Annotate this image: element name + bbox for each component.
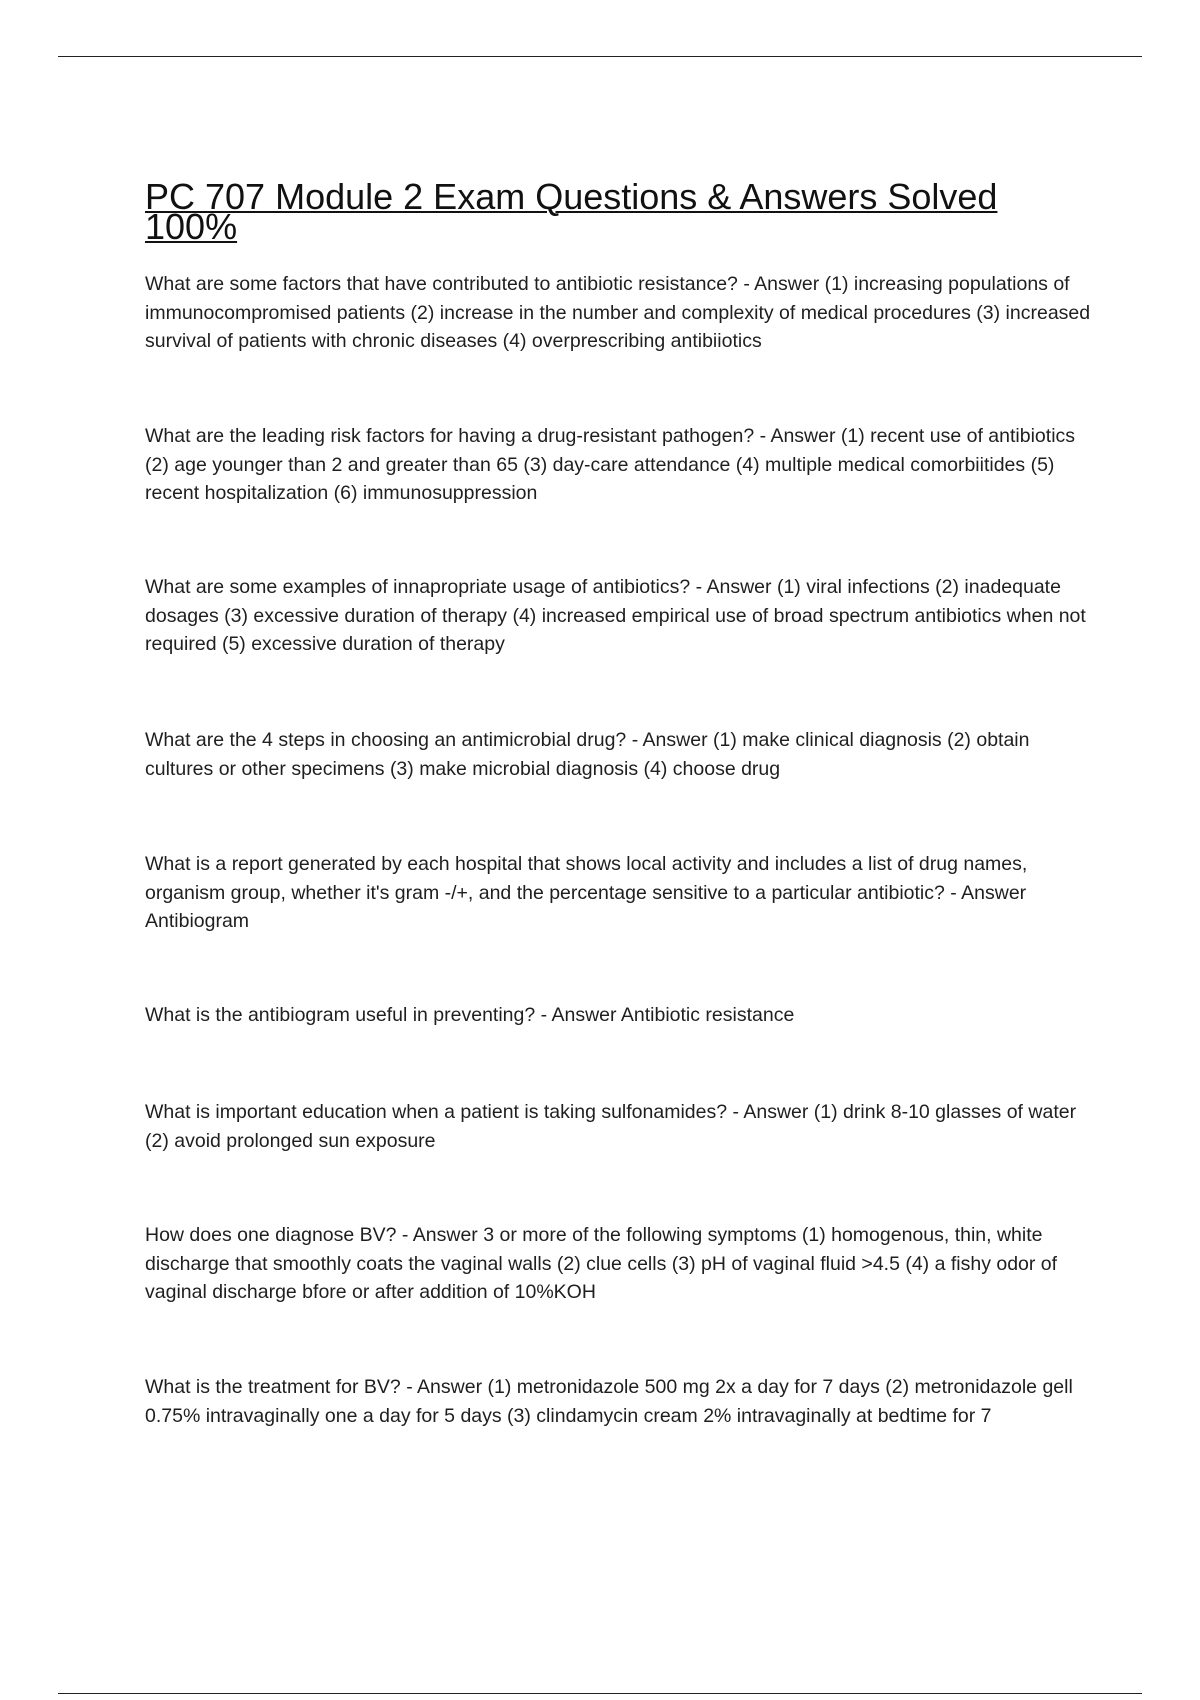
qa-item <box>145 1001 1095 1030</box>
qa-item <box>145 726 1095 783</box>
question-text: What are the 4 steps in choosing an antimicrobial drug? <box>145 729 627 751</box>
answer-label: Answer <box>961 881 1027 904</box>
answer-label: Answer <box>743 1101 809 1123</box>
qa-item <box>145 270 1095 356</box>
answer-label: Answer <box>417 1376 483 1398</box>
question-text: What is the treatment for BV? <box>145 1376 401 1398</box>
answer-label: Answer <box>551 1004 617 1026</box>
answer-text: (1) make clinical diagnosis (2) obtain cultures or other specimens (3) make microbial diagnosis (4) choose drug <box>145 729 1030 780</box>
qa-item <box>145 1373 1095 1430</box>
qa-item <box>145 850 1095 936</box>
qa-item <box>145 1221 1095 1307</box>
question-text: What are some factors that have contributed to antibiotic resistance? <box>145 273 738 295</box>
answer-text: Antibiogram <box>145 910 250 932</box>
qa-item <box>145 1098 1095 1155</box>
answer-label: Answer <box>770 425 836 447</box>
question-text: What are the leading risk factors for having a drug-resistant pathogen? <box>145 425 755 447</box>
answer-text: (1) viral infections (2) inadequate dosages (3) excessive duration of therapy (4) increased empirical use of broad spectrum antibiotics when not required (5) excessive duration of therapy <box>145 576 1086 655</box>
answer-text: (1) metronidazole 500 mg 2x a day for 7 days (2) metronidazole gell 0.75% intravaginally one a day for 5 days (3) clindamycin cream 2% intravaginally at bedtime for 7 <box>145 1376 1073 1427</box>
question-text: What is important education when a patient is taking sulfonamides? <box>145 1101 728 1123</box>
answer-label: Answer <box>412 1224 478 1246</box>
question-text: What is a report generated by each hospital that shows local activity and includes a list of drug names, organism group, whether it's gram -/+, and the percentage sensitive to a particular antibiotic? <box>145 853 1028 904</box>
qa-item <box>145 422 1095 508</box>
page-title: PC 707 Module 2 Exam Questions & Answers Solved 100% <box>145 176 998 247</box>
answer-label: Answer <box>706 576 772 598</box>
answer-label: Answer <box>754 273 820 295</box>
qa-item <box>145 573 1095 659</box>
question-text: What is the antibiogram useful in preventing? <box>145 1004 536 1026</box>
answer-text: Antibiotic resistance <box>620 1004 795 1026</box>
answer-text: (1) increasing populations of immunocompromised patients (2) increase in the number and complexity of medical procedures (3) increased survival of patients with chronic diseases (4) overprescribing antibiiotics <box>145 273 1091 352</box>
question-text: What are some examples of innapropriate usage of antibiotics? <box>145 576 691 598</box>
answer-label: Answer <box>642 729 708 751</box>
answer-text: 3 or more of the following symptoms (1) homogenous, thin, white discharge that smoothly coats the vaginal walls (2) clue cells (3) pH of vaginal fluid >4.5 (4) a fishy odor of vaginal discharge bfore or after addition of 10%KOH <box>145 1224 1058 1303</box>
answer-text: (1) recent use of antibiotics (2) age younger than 2 and greater than 65 (3) day-care attendance (4) multiple medical comorbiitides (5) recent hospitalization (6) immunosuppression <box>145 425 1076 504</box>
question-text: How does one diagnose BV? <box>145 1224 397 1246</box>
answer-text: (1) drink 8-10 glasses of water (2) avoid prolonged sun exposure <box>145 1101 1077 1152</box>
header-rule <box>58 56 1142 57</box>
footer-rule <box>58 1693 1142 1694</box>
